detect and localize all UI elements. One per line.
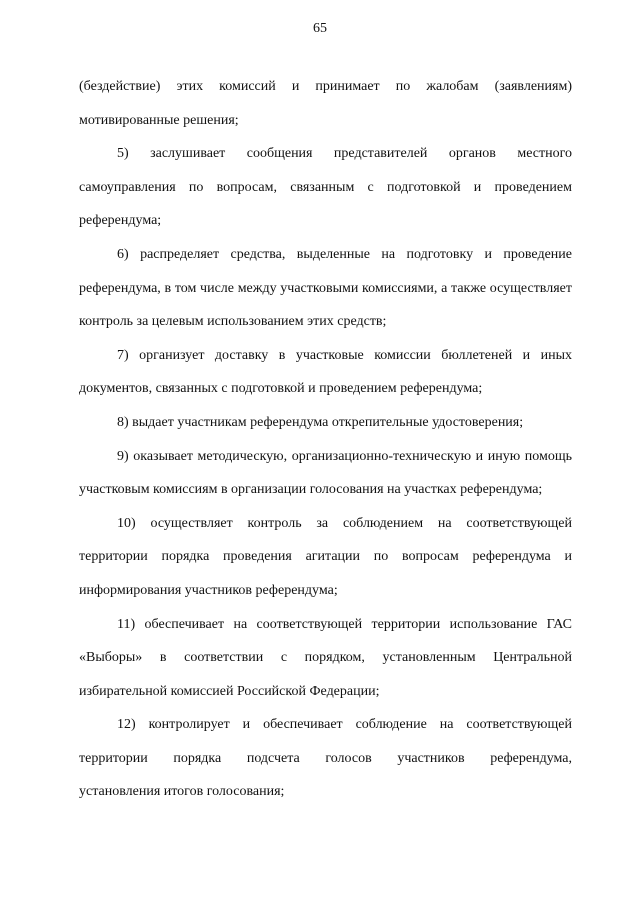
list-item-9: 9) оказывает методическую, организационно-техническую и иную помощь участковым комиссиям в организации голосования на участках референдума;	[79, 448, 572, 498]
document-body	[79, 70, 572, 809]
list-item-11: 11) обеспечивает на соответствующей территории использование ГАС «Выборы» в соответствии с порядком, установленным Центральной избирательной комиссией Российской Федерации;	[79, 616, 572, 699]
paragraph-continuation: (бездействие) этих комиссий и принимает по жалобам (заявлениям) мотивированные решения;	[79, 79, 572, 128]
list-item-12-line-3: установления итогов голосования;	[79, 784, 285, 800]
list-item-12-line-1: 12) контролирует и обеспечивает соблюдение на соответствующей	[117, 717, 572, 733]
list-item-8: 8) выдает участникам референдума открепительные удостоверения;	[117, 414, 524, 430]
list-item-5: 5) заслушивает сообщения представителей органов местного самоуправления по вопросам, связанным с подготовкой и проведением референдума;	[79, 146, 572, 229]
list-item-10: 10) осуществляет контроль за соблюдением на соответствующей территории порядка проведения агитации по вопросам референдума и информирования участников референдума;	[79, 515, 572, 598]
list-item-7: 7) организует доставку в участковые комиссии бюллетеней и иных документов, связанных с подготовкой и проведением референдума;	[79, 347, 572, 397]
page-number: 65	[313, 21, 327, 36]
list-item-6: 6) распределяет средства, выделенные на подготовку и проведение референдума, в том числе между участковыми комиссиями, а также осуществляет контроль за целевым использованием этих средств;	[79, 246, 572, 330]
list-item-12-line-2: территории порядка подсчета голосов участников референдума,	[79, 750, 572, 766]
